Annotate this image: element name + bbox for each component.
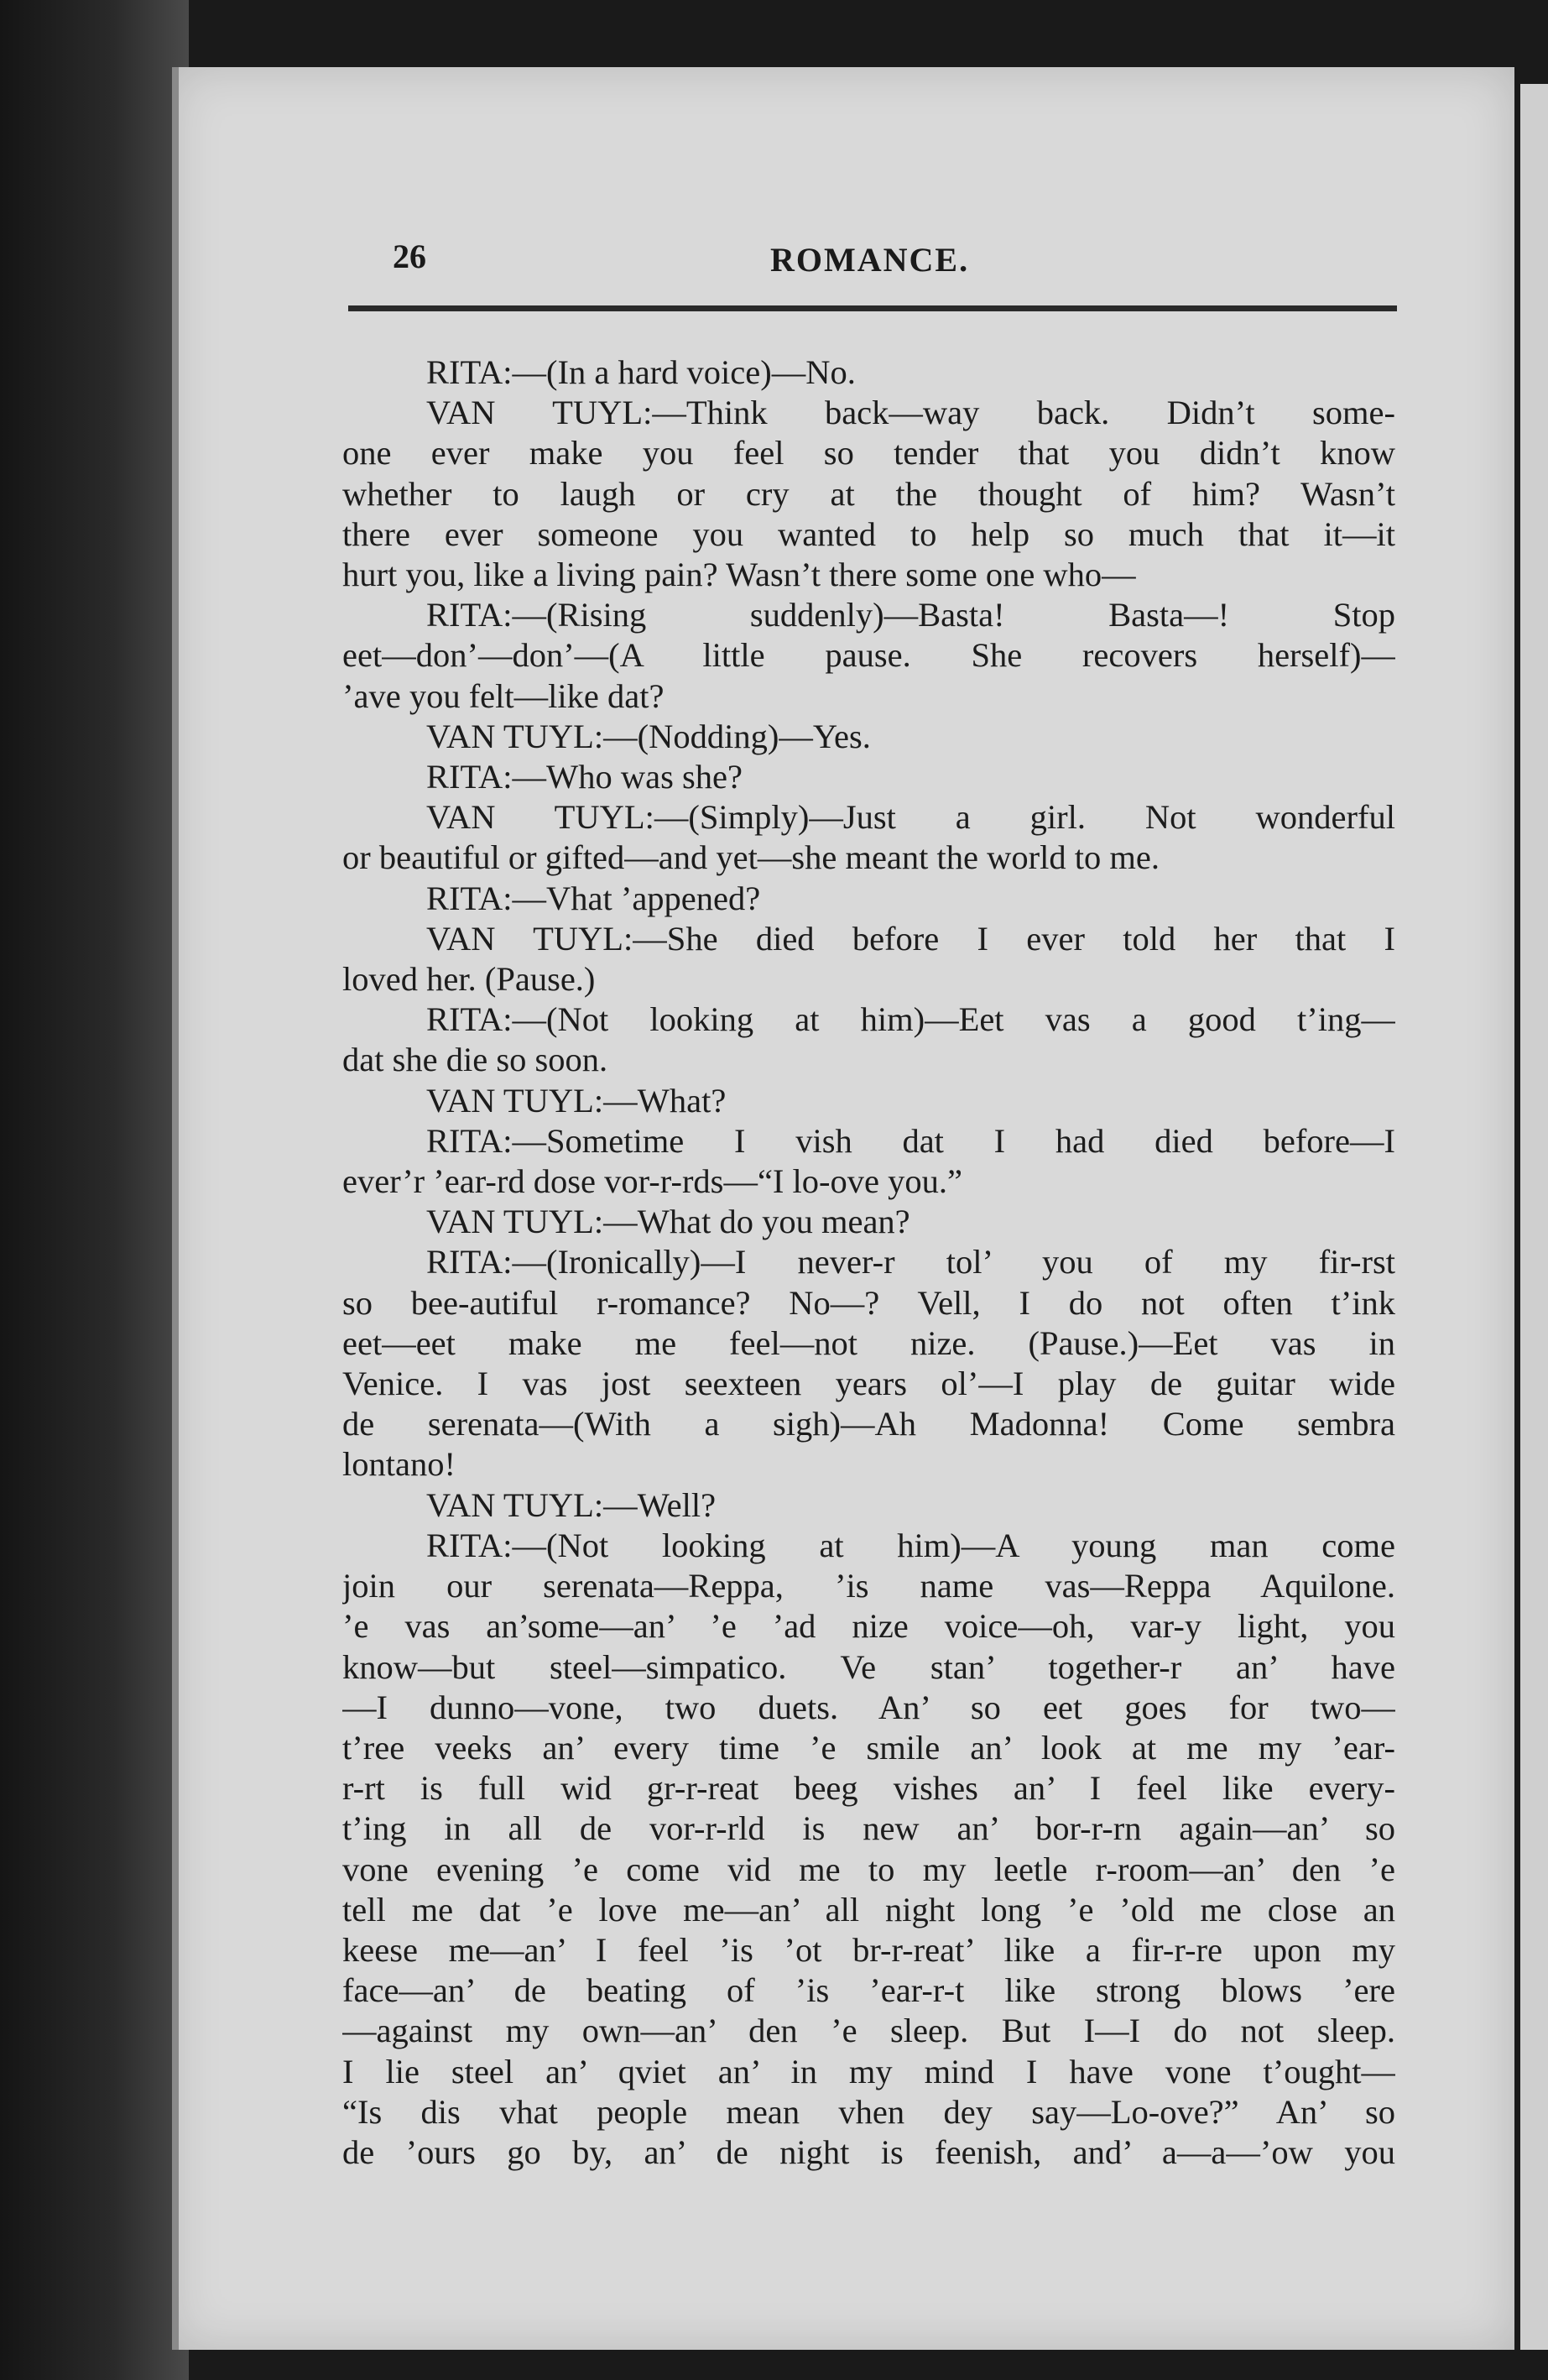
text-line: RITA:—(Ironically)—I never-r tol’ you of my fir-rst <box>426 1243 1395 1281</box>
text-line: RITA:—(Not looking at him)—Eet vas a good t’ing— <box>426 1000 1395 1039</box>
text-line: VAN TUYL:—(Nodding)—Yes. <box>426 717 871 755</box>
text-line: VAN TUYL:—Think back—way back. Didn’t some- <box>426 394 1395 432</box>
text-line: r-rt is full wid gr-r-reat beeg vishes an’ I feel like every- <box>342 1769 1395 1808</box>
page-number: 26 <box>393 237 426 275</box>
text-line: t’ing in all de vor-r-rld is new an’ bor-r-rn again—an’ so <box>342 1809 1395 1848</box>
text-line: VAN TUYL:—What? <box>426 1081 727 1120</box>
text-line: loved her. (Pause.) <box>342 960 596 999</box>
text-line: RITA:—Sometime I vish dat I had died before—I <box>426 1121 1395 1160</box>
text-line: de ’ours go by, an’ de night is feenish, and’ a—a—’ow you <box>342 2132 1395 2171</box>
text-line: eet—eet make me feel—not nize. (Pause.)—Eet vas in <box>342 1323 1395 1362</box>
text-line: VAN TUYL:—What do you mean? <box>426 1203 910 1241</box>
text-line: face—an’ de beating of ’is ’ear-r-t like strong blows ’ere <box>342 1971 1395 2010</box>
facing-page-edge <box>1520 84 1548 2350</box>
text-line: VAN TUYL:—(Simply)—Just a girl. Not wonderful <box>426 798 1395 837</box>
text-line: keese me—an’ I feel ’is ’ot br-r-reat’ like a fir-r-re upon my <box>342 1930 1395 1969</box>
page-gutter <box>172 67 179 2350</box>
text-line: so bee-autiful r-romance? No—? Vell, I do not often t’ink <box>342 1283 1395 1322</box>
text-line: vone evening ’e come vid me to my leetle r-room—an’ den ’e <box>342 1850 1395 1888</box>
text-line: VAN TUYL:—She died before I ever told her that I <box>426 919 1395 958</box>
text-line: whether to laugh or cry at the thought of him? Wasn’t <box>342 474 1395 513</box>
text-line: Venice. I vas jost seexteen years ol’—I play de guitar wide <box>342 1365 1395 1403</box>
text-line: VAN TUYL:—Well? <box>426 1485 717 1524</box>
text-line: hurt you, like a living pain? Wasn’t there some one who— <box>342 556 1136 594</box>
text-line: know—but steel—simpatico. Ve stan’ together-r an’ have <box>342 1647 1395 1686</box>
text-line: ever’r ’ear-rd dose vor-r-rds—“I lo-ove you.” <box>342 1162 962 1201</box>
text-line: de serenata—(With a sigh)—Ah Madonna! Come sembra <box>342 1405 1395 1443</box>
text-line: there ever someone you wanted to help so much that it—it <box>342 514 1395 553</box>
text-line: or beautiful or gifted—and yet—she meant the world to me. <box>342 838 1160 877</box>
text-line: ’ave you felt—like dat? <box>342 676 665 715</box>
text-line: RITA:—Who was she? <box>426 758 743 796</box>
text-line: one ever make you feel so tender that you didn’t know <box>342 434 1395 472</box>
body-text <box>342 352 1395 2173</box>
page-header <box>393 237 1399 295</box>
text-line: lontano! <box>342 1445 456 1484</box>
text-line: —against my own—an’ den ’e sleep. But I—I do not sleep. <box>342 2012 1395 2050</box>
text-line: RITA:—(In a hard voice)—No. <box>426 353 856 391</box>
text-line: eet—don’—don’—(A little pause. She recovers herself)— <box>342 636 1395 675</box>
text-line: t’ree veeks an’ every time ’e smile an’ look at me my ’ear- <box>342 1728 1395 1767</box>
text-line: —I dunno—vone, two duets. An’ so eet goes for two— <box>342 1688 1395 1726</box>
text-line: I lie steel an’ qviet an’ in my mind I have vone t’ought— <box>342 2052 1395 2090</box>
running-head: ROMANCE. <box>770 241 970 279</box>
header-rule <box>348 305 1397 311</box>
book-left-edge <box>0 0 189 2380</box>
text-line: RITA:—(Rising suddenly)—Basta! Basta—! Stop <box>426 596 1395 634</box>
text-line: RITA:—(Not looking at him)—A young man come <box>426 1526 1395 1564</box>
text-line: tell me dat ’e love me—an’ all night long ’e ’old me close an <box>342 1890 1395 1929</box>
text-line: dat she die so soon. <box>342 1041 608 1079</box>
text-line: “Is dis vhat people mean vhen dey say—Lo-ove?” An’ so <box>342 2092 1395 2131</box>
text-line: RITA:—Vhat ’appened? <box>426 879 761 917</box>
text-line: join our serenata—Reppa, ’is name vas—Reppa Aquilone. <box>342 1567 1395 1605</box>
text-line: ’e vas an’some—an’ ’e ’ad nize voice—oh, var-y light, you <box>342 1607 1395 1646</box>
